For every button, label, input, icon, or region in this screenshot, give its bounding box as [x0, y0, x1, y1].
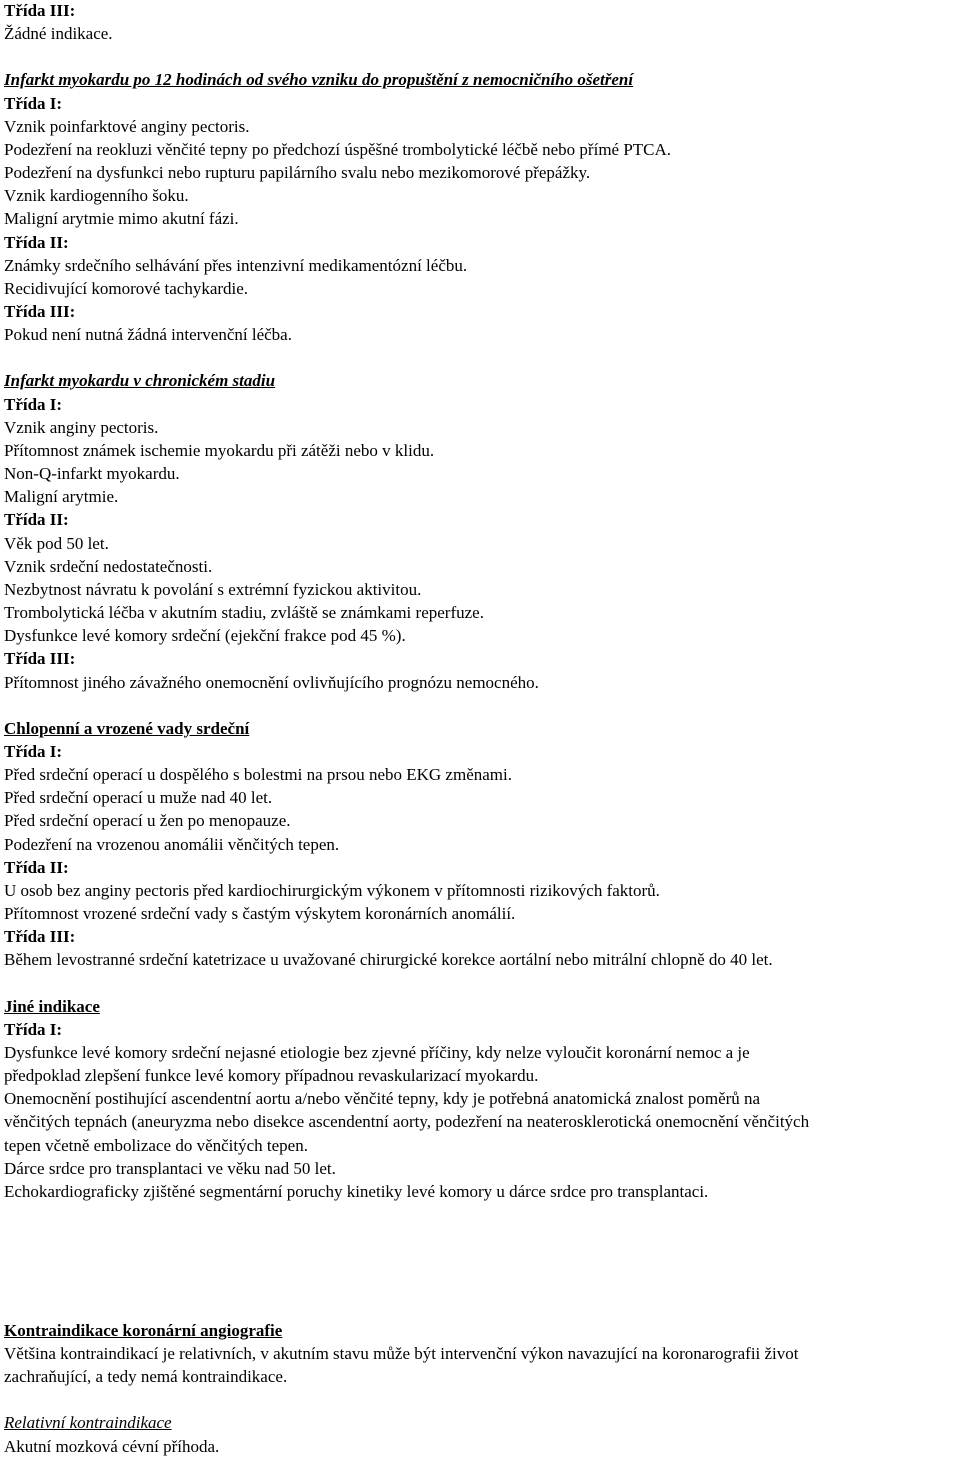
list-item: Před srdeční operací u muže nad 40 let.: [4, 788, 273, 808]
paragraph-line: Dárce srdce pro transplantaci ve věku nad 50 let.: [4, 1158, 336, 1178]
spacer: [4, 972, 958, 995]
list-item: Maligní arytmie mimo akutní fázi.: [4, 209, 239, 229]
spacer: [4, 346, 958, 369]
list-item: Před srdeční operací u žen po menopauze.: [4, 811, 291, 831]
list-item: Vznik kardiogenního šoku.: [4, 186, 189, 206]
class-3-label: Třída III:: [4, 927, 76, 947]
list-item: Podezření na vrozenou anomálii věnčitých tepen.: [4, 834, 340, 854]
list-item: U osob bez anginy pectoris před kardiochirurgickým výkonem v přítomnosti rizikových faktorů.: [4, 880, 660, 900]
spacer: [4, 45, 958, 68]
list-item: Recidivující komorové tachykardie.: [4, 278, 249, 298]
list-item: Podezření na reokluzi věnčité tepny po předchozí úspěšné trombolytické léčbě nebo přímé PTCA.: [4, 139, 672, 159]
list-item: Žádné indikace.: [4, 24, 113, 44]
paragraph-line: Většina kontraindikací je relativních, v akutním stavu může být intervenční výkon navazující na koronarografii život: [4, 1343, 799, 1363]
class-1-label: Třída I:: [4, 741, 63, 761]
list-item: Podezření na dysfunkci nebo rupturu papilárního svalu nebo mezikomorové přepážky.: [4, 163, 591, 183]
section-other-indications: [4, 995, 958, 1203]
class-3-label: Třída III:: [4, 649, 76, 669]
section-valve-disease: [4, 717, 958, 972]
section-post-mi: [4, 68, 958, 346]
section-contraindications: [4, 1319, 958, 1458]
section-heading: Infarkt myokardu po 12 hodinách od svého vzniku do propuštění z nemocničního ošetření: [4, 70, 634, 90]
paragraph-line: tepen včetně embolizace do věnčitých tepen.: [4, 1135, 308, 1155]
paragraph-line: zachraňující, a tedy nemá kontraindikace.: [4, 1367, 288, 1387]
section-heading: Infarkt myokardu v chronickém stadiu: [4, 371, 276, 391]
section-heading: Chlopenní a vrozené vady srdeční: [4, 718, 250, 738]
class-3-label: Třída III:: [4, 1, 76, 20]
paragraph-line: Dysfunkce levé komory srdeční nejasné etiologie bez zjevné příčiny, kdy nelze vyloučit koronární nemoc a je: [4, 1042, 750, 1062]
section-heading: Jiné indikace: [4, 996, 100, 1016]
spacer: [4, 1388, 958, 1411]
list-item: Pokud není nutná žádná intervenční léčba.: [4, 325, 292, 345]
paragraph-line: Echokardiograficky zjištěné segmentární poruchy kinetiky levé komory u dárce srdce pro transplantaci.: [4, 1181, 709, 1201]
list-item: Dysfunkce levé komory srdeční (ejekční frakce pod 45 %).: [4, 626, 406, 646]
class-1-label: Třída I:: [4, 93, 63, 113]
paragraph-line: věnčitých tepnách (aneuryzma nebo disekce ascendentní aorty, podezření na neaterosklerotická onemocnění věnčitých: [4, 1112, 810, 1132]
class-1-label: Třída I:: [4, 394, 63, 414]
list-item: Přítomnost známek ischemie myokardu při zátěži nebo v klidu.: [4, 440, 435, 460]
section-chronic-mi: [4, 369, 958, 693]
list-item: Přítomnost jiného závažného onemocnění ovlivňujícího prognózu nemocného.: [4, 672, 539, 692]
class-1-label: Třída I:: [4, 1019, 63, 1039]
spacer: [4, 1203, 958, 1319]
section-tail: [4, 0, 958, 45]
paragraph-line: Onemocnění postihující ascendentní aortu a/nebo věnčité tepny, kdy je potřebná anatomická znalost poměrů na: [4, 1089, 761, 1109]
spacer: [4, 694, 958, 717]
document-page: [4, 0, 958, 1458]
list-item: Akutní mozková cévní příhoda.: [4, 1436, 220, 1456]
list-item: Trombolytická léčba v akutním stadiu, zvláště se známkami reperfuze.: [4, 603, 484, 623]
list-item: Vznik srdeční nedostatečnosti.: [4, 556, 213, 576]
class-3-label: Třída III:: [4, 302, 76, 322]
paragraph-line: předpoklad zlepšení funkce levé komory případnou revaskularizací myokardu.: [4, 1066, 539, 1086]
class-2-label: Třída II:: [4, 857, 69, 877]
section-heading: Kontraindikace koronární angiografie: [4, 1320, 283, 1340]
list-item: Během levostranné srdeční katetrizace u uvažované chirurgické korekce aortální nebo mitrální chlopně do 40 let.: [4, 950, 773, 970]
class-2-label: Třída II:: [4, 510, 69, 530]
list-item: Věk pod 50 let.: [4, 533, 109, 553]
list-item: Non-Q-infarkt myokardu.: [4, 464, 180, 484]
list-item: Známky srdečního selhávání přes intenzivní medikamentózní léčbu.: [4, 255, 468, 275]
list-item: Přítomnost vrozené srdeční vady s častým výskytem koronárních anomálií.: [4, 904, 516, 924]
list-item: Vznik poinfarktové anginy pectoris.: [4, 116, 250, 136]
list-item: Maligní arytmie.: [4, 487, 119, 507]
class-2-label: Třída II:: [4, 232, 69, 252]
list-item: Před srdeční operací u dospělého s bolestmi na prsou nebo EKG změnami.: [4, 765, 512, 785]
list-item: Vznik anginy pectoris.: [4, 417, 159, 437]
list-item: Nezbytnost návratu k povolání s extrémní fyzickou aktivitou.: [4, 579, 422, 599]
subsection-heading: Relativní kontraindikace: [4, 1413, 172, 1433]
